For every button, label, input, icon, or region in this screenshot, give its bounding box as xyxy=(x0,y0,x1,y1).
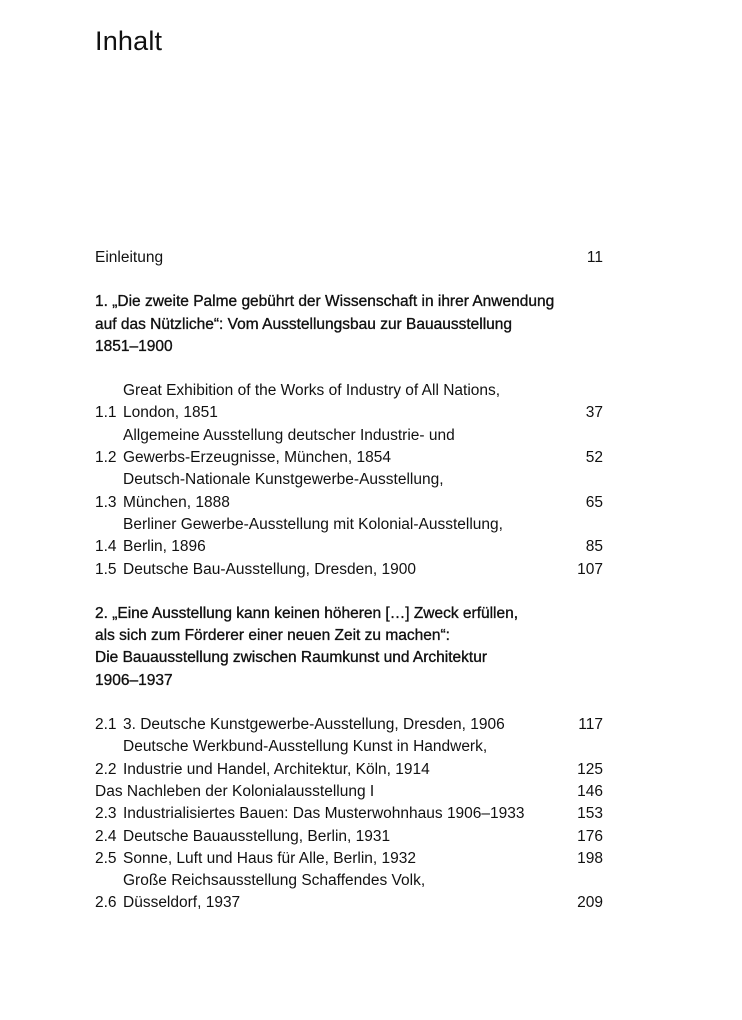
toc-entry xyxy=(95,826,603,848)
toc-entry-label xyxy=(123,870,565,915)
chapter-heading-2 xyxy=(95,603,603,692)
toc-entry-label xyxy=(123,380,574,425)
toc-entry-label xyxy=(123,714,566,736)
toc-entry-number: 2.5 xyxy=(95,849,117,867)
toc-page-number: 209 xyxy=(577,894,603,912)
toc-entry-number: 2.3 xyxy=(95,805,117,823)
toc-entry xyxy=(95,514,603,559)
toc-page-number: 11 xyxy=(586,249,603,266)
toc-entry-number: 2.6 xyxy=(95,894,117,912)
toc-page-number: 125 xyxy=(577,760,603,778)
toc-entry-number: 2.2 xyxy=(95,760,117,778)
toc-entry-line: 3. Deutsche Kunstgewerbe-Ausstellung, Dresden, 1906 xyxy=(123,716,505,734)
chapter-heading-line: 1851–1900 xyxy=(95,337,173,355)
toc-entry xyxy=(95,559,603,581)
toc-page-number: 117 xyxy=(578,716,603,734)
toc-page-number: 176 xyxy=(577,827,603,845)
toc-entry-line: Deutsche Bau-Ausstellung, Dresden, 1900 xyxy=(123,560,416,578)
chapter-heading-line: Die Bauausstellung zwischen Raumkunst und Architektur xyxy=(95,649,488,667)
toc-entry xyxy=(95,469,603,514)
toc-entry-label xyxy=(123,848,565,870)
chapter-heading-line: als sich zum Förderer einer neuen Zeit zu machen“: xyxy=(95,627,450,645)
toc-entry-label xyxy=(123,469,574,514)
toc-entry-line: Industrialisiertes Bauen: Das Musterwohnhaus 1906–1933 xyxy=(123,805,525,823)
toc-entry-line: Gewerbs-Erzeugnisse, München, 1854 xyxy=(123,449,391,467)
toc-entry-number: 2.4 xyxy=(95,827,117,845)
toc-entry-unnumbered xyxy=(95,781,603,803)
toc-entry xyxy=(95,803,603,825)
toc-entry-label xyxy=(123,736,565,781)
toc-entry-line: Deutsch-Nationale Kunstgewerbe-Ausstellung, xyxy=(123,471,444,489)
toc-entry-number: 1.3 xyxy=(95,493,117,511)
toc-page-number: 153 xyxy=(577,805,603,823)
toc-entry-label xyxy=(123,803,565,825)
toc-entry-line: Deutsche Bauausstellung, Berlin, 1931 xyxy=(123,827,391,845)
toc-entry-line: Great Exhibition of the Works of Industry of All Nations, xyxy=(123,382,501,400)
toc-entry-label xyxy=(123,514,574,559)
toc-entry xyxy=(95,870,603,915)
toc-entry xyxy=(95,848,603,870)
toc-entry-number: 2.1 xyxy=(95,716,117,734)
toc-entry-line: Düsseldorf, 1937 xyxy=(123,894,241,912)
toc-page-number: 107 xyxy=(577,560,603,578)
toc-page-number: 65 xyxy=(585,493,603,511)
table-of-contents xyxy=(95,247,603,915)
toc-entry-number: 1.1 xyxy=(95,404,117,422)
toc-entry-line: Große Reichsausstellung Schaffendes Volk, xyxy=(123,872,426,890)
toc-entry xyxy=(95,736,603,781)
toc-entry-line: Allgemeine Ausstellung deutscher Industrie- und xyxy=(123,426,455,444)
toc-entry-number: 1.5 xyxy=(95,560,117,578)
chapter-heading-line: 2. „Eine Ausstellung kann keinen höheren […] Zweck erfüllen, xyxy=(95,604,519,622)
toc-entry-label: Einleitung xyxy=(95,249,164,266)
toc-entry-line: Industrie und Handel, Architektur, Köln, 1914 xyxy=(123,760,430,778)
page-title: Inhalt xyxy=(95,26,163,56)
toc-entry xyxy=(95,380,603,425)
toc-entry xyxy=(95,425,603,470)
toc-page-number: 37 xyxy=(585,404,603,422)
toc-page-number: 146 xyxy=(577,782,603,800)
chapter-heading-1 xyxy=(95,291,603,358)
toc-page-number: 198 xyxy=(577,849,603,867)
chapter-heading-line: auf das Nützliche“: Vom Ausstellungsbau zur Bauausstellung xyxy=(95,315,513,333)
toc-page-number: 52 xyxy=(585,449,603,467)
toc-entry-number: 1.2 xyxy=(95,449,117,467)
toc-entry-line: London, 1851 xyxy=(123,404,218,422)
toc-entry-line: München, 1888 xyxy=(123,493,230,511)
toc-entry-intro xyxy=(95,247,603,269)
toc-entry-line: Berlin, 1896 xyxy=(123,538,206,556)
toc-entry-line: Deutsche Werkbund-Ausstellung Kunst in Handwerk, xyxy=(123,738,488,756)
toc-entry-line: Sonne, Luft und Haus für Alle, Berlin, 1932 xyxy=(123,849,416,867)
toc-entry xyxy=(95,714,603,736)
toc-entry-label xyxy=(123,559,565,581)
toc-entry-number: 1.4 xyxy=(95,538,117,556)
toc-entry-line: Berliner Gewerbe-Ausstellung mit Kolonial-Ausstellung, xyxy=(123,515,503,533)
toc-entry-label xyxy=(123,425,574,470)
toc-entry-line: Das Nachleben der Kolonialausstellung I xyxy=(95,782,375,800)
toc-page-number: 85 xyxy=(585,538,603,556)
chapter-heading-line: 1906–1937 xyxy=(95,671,173,689)
toc-entry-label xyxy=(123,826,565,848)
toc-entry-label xyxy=(95,781,565,803)
chapter-heading-line: 1. „Die zweite Palme gebührt der Wissenschaft in ihrer Anwendung xyxy=(95,293,555,311)
